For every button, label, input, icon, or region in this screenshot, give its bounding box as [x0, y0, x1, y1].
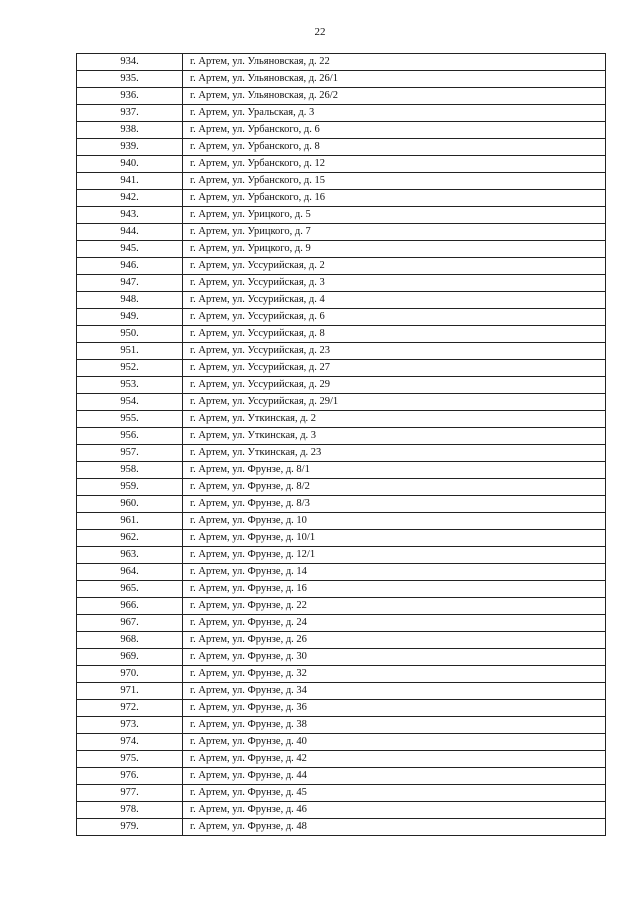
row-number: 934. [77, 54, 183, 71]
row-number: 962. [77, 530, 183, 547]
row-address: г. Артем, ул. Уссурийская, д. 6 [183, 309, 606, 326]
row-address: г. Артем, ул. Фрунзе, д. 14 [183, 564, 606, 581]
row-address: г. Артем, ул. Ульяновская, д. 26/2 [183, 88, 606, 105]
row-address: г. Артем, ул. Фрунзе, д. 38 [183, 717, 606, 734]
row-number: 936. [77, 88, 183, 105]
row-address: г. Артем, ул. Фрунзе, д. 24 [183, 615, 606, 632]
page-number: 22 [314, 26, 326, 38]
table-row [77, 462, 606, 479]
row-number: 964. [77, 564, 183, 581]
row-number: 974. [77, 734, 183, 751]
row-number: 959. [77, 479, 183, 496]
row-address: г. Артем, ул. Фрунзе, д. 48 [183, 819, 606, 836]
table-row [77, 513, 606, 530]
row-address: г. Артем, ул. Уткинская, д. 2 [183, 411, 606, 428]
row-address: г. Артем, ул. Уссурийская, д. 29/1 [183, 394, 606, 411]
table-row [77, 496, 606, 513]
row-number: 953. [77, 377, 183, 394]
row-address: г. Артем, ул. Фрунзе, д. 26 [183, 632, 606, 649]
table-row [77, 326, 606, 343]
table-row [77, 666, 606, 683]
table-row [77, 802, 606, 819]
table-row [77, 785, 606, 802]
table-row [77, 598, 606, 615]
row-number: 935. [77, 71, 183, 88]
table-row [77, 649, 606, 666]
row-address: г. Артем, ул. Фрунзе, д. 12/1 [183, 547, 606, 564]
row-address: г. Артем, ул. Уральская, д. 3 [183, 105, 606, 122]
row-number: 977. [77, 785, 183, 802]
row-address: г. Артем, ул. Фрунзе, д. 46 [183, 802, 606, 819]
table-row [77, 343, 606, 360]
row-number: 978. [77, 802, 183, 819]
row-address: г. Артем, ул. Фрунзе, д. 30 [183, 649, 606, 666]
table-row [77, 71, 606, 88]
table-row [77, 190, 606, 207]
table-row [77, 411, 606, 428]
table-row [77, 768, 606, 785]
table-row [77, 717, 606, 734]
row-address: г. Артем, ул. Урицкого, д. 5 [183, 207, 606, 224]
row-number: 976. [77, 768, 183, 785]
row-address: г. Артем, ул. Уткинская, д. 3 [183, 428, 606, 445]
row-address: г. Артем, ул. Уссурийская, д. 23 [183, 343, 606, 360]
row-address: г. Артем, ул. Фрунзе, д. 45 [183, 785, 606, 802]
row-number: 951. [77, 343, 183, 360]
row-number: 971. [77, 683, 183, 700]
table-row [77, 428, 606, 445]
table-row [77, 700, 606, 717]
row-address: г. Артем, ул. Урбанского, д. 16 [183, 190, 606, 207]
row-number: 968. [77, 632, 183, 649]
row-number: 945. [77, 241, 183, 258]
table-row [77, 360, 606, 377]
row-number: 943. [77, 207, 183, 224]
row-address: г. Артем, ул. Фрунзе, д. 32 [183, 666, 606, 683]
row-address: г. Артем, ул. Фрунзе, д. 16 [183, 581, 606, 598]
row-address: г. Артем, ул. Фрунзе, д. 42 [183, 751, 606, 768]
row-address: г. Артем, ул. Фрунзе, д. 8/3 [183, 496, 606, 513]
row-number: 944. [77, 224, 183, 241]
row-number: 975. [77, 751, 183, 768]
table-row [77, 479, 606, 496]
row-address: г. Артем, ул. Урбанского, д. 12 [183, 156, 606, 173]
table-row [77, 615, 606, 632]
row-address: г. Артем, ул. Уссурийская, д. 8 [183, 326, 606, 343]
row-number: 946. [77, 258, 183, 275]
row-address: г. Артем, ул. Урицкого, д. 9 [183, 241, 606, 258]
row-address: г. Артем, ул. Фрунзе, д. 8/1 [183, 462, 606, 479]
table-row [77, 275, 606, 292]
row-number: 961. [77, 513, 183, 530]
row-address: г. Артем, ул. Фрунзе, д. 10/1 [183, 530, 606, 547]
row-address: г. Артем, ул. Уссурийская, д. 27 [183, 360, 606, 377]
row-address: г. Артем, ул. Уссурийская, д. 4 [183, 292, 606, 309]
row-number: 965. [77, 581, 183, 598]
row-address: г. Артем, ул. Уссурийская, д. 3 [183, 275, 606, 292]
row-address: г. Артем, ул. Уссурийская, д. 2 [183, 258, 606, 275]
row-address: г. Артем, ул. Урбанского, д. 8 [183, 139, 606, 156]
row-address: г. Артем, ул. Фрунзе, д. 44 [183, 768, 606, 785]
table-row [77, 309, 606, 326]
table-row [77, 207, 606, 224]
row-number: 955. [77, 411, 183, 428]
row-address: г. Артем, ул. Ульяновская, д. 22 [183, 54, 606, 71]
row-number: 958. [77, 462, 183, 479]
row-number: 948. [77, 292, 183, 309]
row-address: г. Артем, ул. Фрунзе, д. 34 [183, 683, 606, 700]
table-row [77, 241, 606, 258]
row-number: 963. [77, 547, 183, 564]
row-address: г. Артем, ул. Урбанского, д. 15 [183, 173, 606, 190]
table-row [77, 564, 606, 581]
row-address: г. Артем, ул. Ульяновская, д. 26/1 [183, 71, 606, 88]
row-number: 972. [77, 700, 183, 717]
row-number: 957. [77, 445, 183, 462]
row-number: 952. [77, 360, 183, 377]
row-address: г. Артем, ул. Фрунзе, д. 40 [183, 734, 606, 751]
row-number: 954. [77, 394, 183, 411]
table-row [77, 156, 606, 173]
table-row [77, 139, 606, 156]
row-number: 969. [77, 649, 183, 666]
row-address: г. Артем, ул. Урицкого, д. 7 [183, 224, 606, 241]
table-row [77, 445, 606, 462]
table-row [77, 105, 606, 122]
table-row [77, 173, 606, 190]
row-number: 956. [77, 428, 183, 445]
address-table [76, 53, 606, 836]
table-row [77, 394, 606, 411]
row-address: г. Артем, ул. Уссурийская, д. 29 [183, 377, 606, 394]
row-number: 940. [77, 156, 183, 173]
table-row [77, 632, 606, 649]
table-row [77, 258, 606, 275]
row-number: 941. [77, 173, 183, 190]
row-address: г. Артем, ул. Фрунзе, д. 8/2 [183, 479, 606, 496]
row-number: 966. [77, 598, 183, 615]
row-number: 973. [77, 717, 183, 734]
table-row [77, 224, 606, 241]
row-address: г. Артем, ул. Урбанского, д. 6 [183, 122, 606, 139]
table-row [77, 292, 606, 309]
row-number: 947. [77, 275, 183, 292]
table-row [77, 122, 606, 139]
row-address: г. Артем, ул. Фрунзе, д. 36 [183, 700, 606, 717]
row-number: 937. [77, 105, 183, 122]
row-number: 979. [77, 819, 183, 836]
table-row [77, 88, 606, 105]
row-address: г. Артем, ул. Уткинская, д. 23 [183, 445, 606, 462]
row-number: 949. [77, 309, 183, 326]
row-number: 967. [77, 615, 183, 632]
row-number: 960. [77, 496, 183, 513]
table-row [77, 547, 606, 564]
row-number: 950. [77, 326, 183, 343]
row-number: 942. [77, 190, 183, 207]
row-number: 939. [77, 139, 183, 156]
row-number: 938. [77, 122, 183, 139]
table-row [77, 377, 606, 394]
row-address: г. Артем, ул. Фрунзе, д. 22 [183, 598, 606, 615]
table-row [77, 751, 606, 768]
row-address: г. Артем, ул. Фрунзе, д. 10 [183, 513, 606, 530]
table-row [77, 683, 606, 700]
table-row [77, 819, 606, 836]
table-row [77, 54, 606, 71]
table-row [77, 530, 606, 547]
table-row [77, 734, 606, 751]
table-row [77, 581, 606, 598]
row-number: 970. [77, 666, 183, 683]
